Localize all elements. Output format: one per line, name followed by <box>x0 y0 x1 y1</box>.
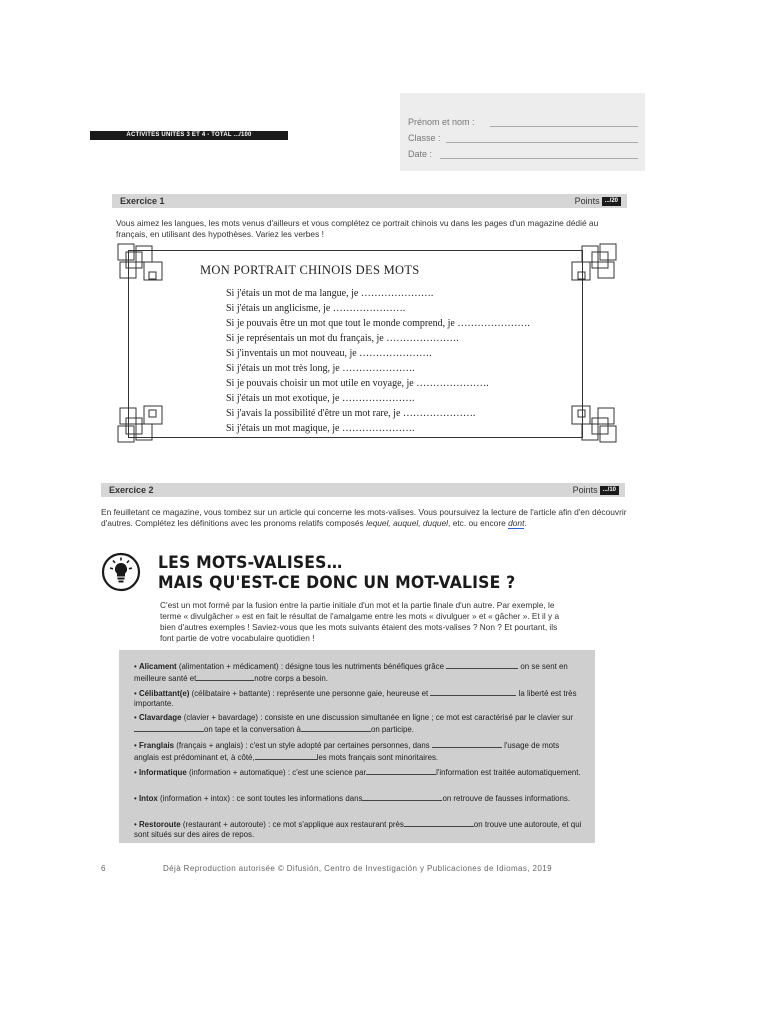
points-value: ...​/20 <box>602 197 621 206</box>
date-field[interactable] <box>440 158 638 159</box>
list-item: • Informatique (information + automatique) : c'est une science par l'information est traitée automatiquement. <box>134 768 581 777</box>
identity-box <box>400 93 645 171</box>
portrait-title: MON PORTRAIT CHINOIS DES MOTS <box>200 263 420 277</box>
page-number: 6 <box>101 864 106 873</box>
article-heading-2: MAIS QU'EST-CE DONC UN MOT-VALISE ? <box>158 573 516 593</box>
portrait-line: Si je pouvais être un mot que tout le monde comprend, je …………………. <box>226 318 530 329</box>
list-item: • Alicament (alimentation + médicament) : désigne tous les nutriments bénéfiques grâce on se sent en meilleure santé et notre corps a besoin. <box>134 662 568 683</box>
exercise-1-title: Exercice 1 <box>120 196 165 206</box>
exercise-1-instructions: Vous aimez les langues, les mots venus d'ailleurs et vous complétez ce portrait chinois vu dans les pages d'un magazine dédié au français, en utilisant des hypothèses. Variez les verbes ! <box>116 218 599 239</box>
name-field[interactable] <box>490 126 638 127</box>
corner-ornament-top-left <box>116 242 166 292</box>
portrait-line: Si j'avais la possibilité d'être un mot rare, je …………………. <box>226 408 476 419</box>
corner-ornament-bottom-right <box>568 394 618 444</box>
points-label: Points <box>572 485 598 495</box>
name-label: Prénom et nom : <box>408 117 475 127</box>
copyright-notice: Déjà Reproduction autorisée © Difusión, Centro de Investigación y Publicaciones de Idiomas, 2019 <box>163 864 552 873</box>
class-label: Classe : <box>408 133 441 143</box>
article-definition: C'est un mot formé par la fusion entre la partie initiale d'un mot et la partie finale d'un autre. Par exemple, le terme « divulgâcher » est en fait le résultat de l'amalgame entre les mots « divulguer » et « gâcher ». Et il y a bien d'autres exemples ! Saviez-vous que les mots suivants étaient des mots-valises ? Non ? Et pourtant, ils font partie de votre vocabulaire quotidien ! <box>160 600 560 643</box>
list-item: • Franglais (français + anglais) : c'est un style adopté par certaines personnes, dans l'usage de mots anglais est prédominant et, à côté, les mots français sont minoritaires. <box>134 741 560 762</box>
points-value: ...​/10 <box>600 486 619 495</box>
answer-blank[interactable] <box>430 687 516 696</box>
list-item: • Célibattant(e) (célibataire + battante) : représente une personne gaie, heureuse et la liberté est très importante. <box>134 689 577 708</box>
portrait-line: Si j'étais un mot de ma langue, je …………………. <box>226 288 434 299</box>
answer-blank[interactable] <box>362 792 442 801</box>
exercise-2-points <box>573 483 619 497</box>
answer-blank[interactable] <box>366 766 436 775</box>
answer-blank[interactable] <box>446 660 518 669</box>
article-heading-1: LES MOTS-VALISES… <box>158 553 343 573</box>
corner-ornament-top-right <box>568 242 618 292</box>
portrait-line: Si j'étais un mot très long, je …………………. <box>226 363 415 374</box>
exercise-2-title: Exercice 2 <box>109 485 154 495</box>
exercise-2-instructions: En feuilletant ce magazine, vous tombez sur un article qui concerne les mots-valises. Vous poursuivez la lecture de l'article afin d'en découvrir d'autres. Complétez les définitions avec les pronoms relatifs composés lequel, auquel, duquel, etc. ou encore dont. <box>101 507 627 528</box>
answer-blank[interactable] <box>196 672 254 681</box>
points-label: Points <box>574 196 600 206</box>
mots-valises-list <box>119 650 595 843</box>
answer-blank[interactable] <box>404 818 474 827</box>
portrait-line: Si j'étais un anglicisme, je …………………. <box>226 303 406 314</box>
list-item: • Clavardage (clavier + bavardage) : consiste en une discussion simultanée en ligne ; ce mot est caractérisé par le clavier suron tape et la conversation à on participe. <box>134 713 573 734</box>
list-item: • Restoroute (restaurant + autoroute) : ce mot s'applique aux restaurant près on trouve une autoroute, et qui sont situés sur des aires de repos. <box>134 820 582 839</box>
portrait-line: Si j'inventais un mot nouveau, je …………………. <box>226 348 432 359</box>
corner-ornament-bottom-left <box>116 394 166 444</box>
list-item: • Intox (information + intox) : ce sont toutes les informations dans on retrouve de fausses informations. <box>134 794 571 803</box>
lightbulb-icon <box>101 552 141 592</box>
portrait-line: Si je pouvais choisir un mot utile en voyage, je …………………. <box>226 378 489 389</box>
exercise-2-header <box>101 483 625 497</box>
answer-blank[interactable] <box>301 723 371 732</box>
date-label: Date : <box>408 149 433 159</box>
class-field[interactable] <box>446 142 638 143</box>
answer-blank[interactable] <box>255 751 317 760</box>
portrait-line: Si j'étais un mot exotique, je …………………. <box>226 393 415 404</box>
exercise-1-points <box>575 194 621 208</box>
portrait-line: Si j'étais un mot magique, je …………………. <box>226 423 415 434</box>
exercise-1-header <box>112 194 627 208</box>
portrait-line: Si je représentais un mot du français, je …………………. <box>226 333 459 344</box>
answer-blank[interactable] <box>134 723 204 732</box>
activities-badge: ACTIVITÉS UNITÉS 3 ET 4 - TOTAL .../100 <box>90 131 288 140</box>
answer-blank[interactable] <box>432 739 502 748</box>
